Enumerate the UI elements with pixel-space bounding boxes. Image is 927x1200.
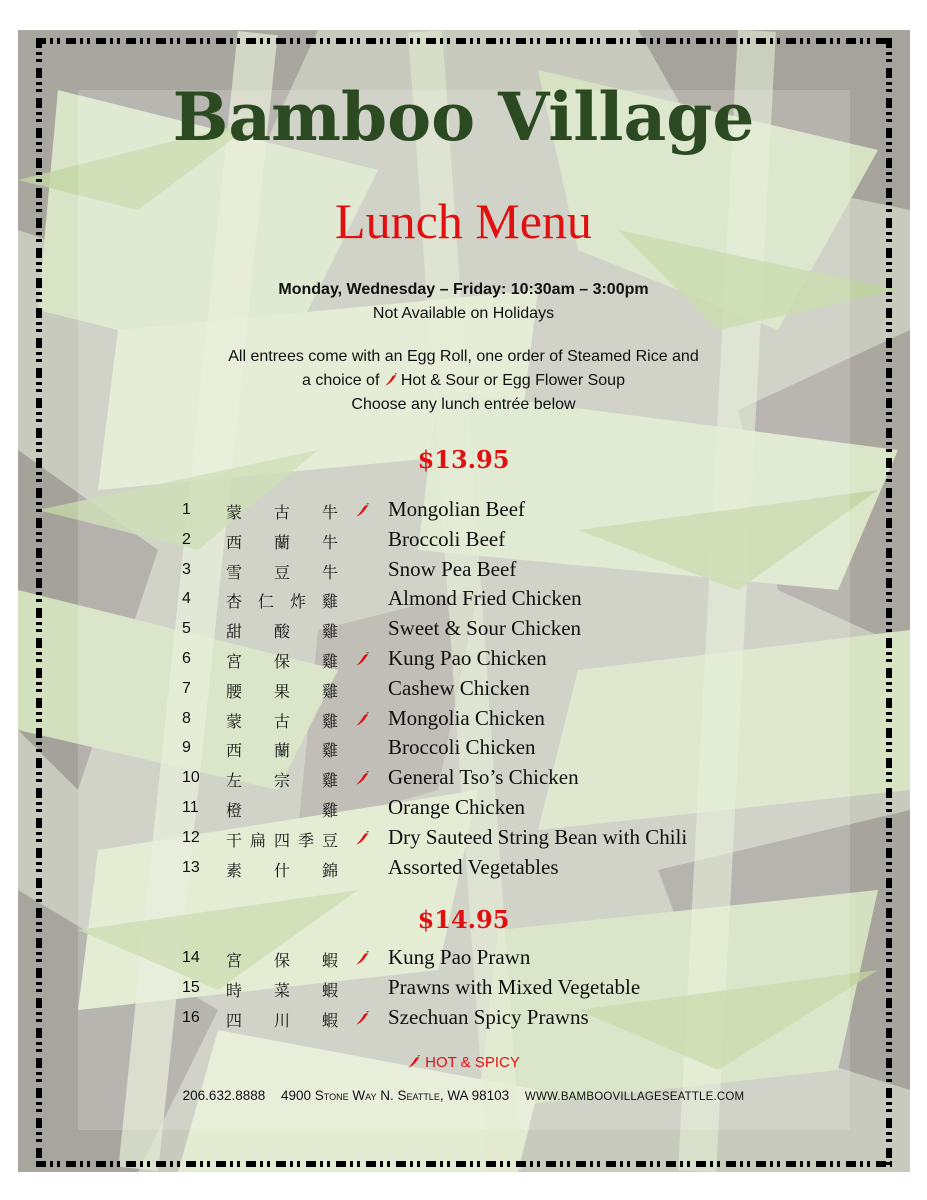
chinese-character [274, 798, 290, 821]
section-price: $13.95 [417, 445, 510, 474]
intro-line-2-prefix: a choice of [302, 372, 380, 389]
item-number: 6 [182, 649, 191, 667]
chinese-character: 雪 [226, 562, 243, 582]
item-number: 15 [182, 978, 200, 996]
chinese-character: 干 [226, 830, 243, 850]
lunch-hours: Monday, Wednesday – Friday: 10:30am – 3:00pm [278, 281, 649, 298]
item-english-name: Broccoli Chicken [388, 735, 536, 760]
item-chinese-name [226, 500, 338, 523]
chinese-character: 保 [273, 951, 290, 970]
chinese-character: 雞 [321, 711, 338, 731]
item-english-name: Snow Pea Beef [388, 556, 517, 581]
item-chinese-name [226, 768, 338, 791]
menu-item [0, 586, 927, 616]
item-english-name: Broccoli Beef [388, 526, 506, 551]
chinese-character: 豆 [273, 562, 290, 582]
chinese-character: 豆 [321, 830, 338, 850]
chili-pepper-icon [355, 951, 370, 966]
chili-pepper-icon [355, 771, 370, 786]
item-english-name: Orange Chicken [388, 794, 526, 819]
item-number: 14 [182, 949, 200, 966]
item-english-name: Mongolian Beef [388, 497, 526, 521]
item-number: 1 [182, 501, 191, 518]
item-number: 5 [182, 620, 191, 638]
item-number: 9 [182, 739, 191, 757]
holiday-note: Not Available on Holidays [372, 305, 555, 322]
hot-spicy-legend [0, 1054, 927, 1071]
chinese-character: 古 [273, 503, 290, 522]
chili-pepper-icon [355, 503, 370, 518]
item-english-name: Dry Sauteed String Bean with Chili [388, 824, 688, 849]
item-chinese-name [226, 948, 338, 971]
chinese-character: 橙 [226, 800, 243, 820]
item-chinese-name [226, 619, 338, 642]
menu-item [0, 825, 927, 855]
menu-subtitle: Lunch Menu [335, 193, 592, 249]
chinese-character: 四 [273, 830, 290, 850]
chili-pepper-icon [384, 373, 398, 387]
chinese-character: 錦 [321, 860, 338, 880]
item-number: 12 [182, 828, 200, 846]
phone-number: 206.632.8888 [182, 1088, 266, 1103]
menu-item [0, 616, 927, 646]
chinese-character: 古 [273, 711, 290, 731]
item-chinese-name [226, 560, 338, 583]
chinese-character: 雞 [321, 681, 338, 701]
chinese-character: 蒙 [226, 503, 243, 522]
item-number: 3 [182, 560, 191, 578]
chinese-character: 蝦 [321, 951, 338, 970]
item-number: 10 [182, 769, 200, 787]
chinese-character: 炸 [289, 592, 306, 612]
menu-item [0, 557, 927, 587]
chinese-character: 雞 [321, 741, 338, 761]
item-chinese-name [226, 709, 338, 732]
menu-item [0, 706, 927, 736]
intro-line-2 [0, 369, 927, 393]
chinese-character: 蝦 [321, 980, 338, 1000]
chinese-character: 時 [226, 980, 243, 1000]
chinese-character: 雞 [321, 651, 338, 671]
chinese-character: 酸 [273, 622, 290, 642]
chinese-character: 蘭 [273, 741, 290, 761]
menu-item [0, 855, 927, 885]
item-chinese-name [226, 679, 338, 702]
chinese-character: 仁 [257, 592, 274, 612]
chinese-character: 杏 [226, 592, 243, 612]
chinese-character: 雞 [321, 771, 338, 791]
menu-item [0, 1005, 927, 1035]
item-number: 8 [182, 709, 191, 727]
menu-items-section-2 [0, 945, 927, 1034]
menu-items-section-1 [0, 497, 927, 884]
chili-pepper-icon [407, 1055, 421, 1069]
menu-item [0, 945, 927, 975]
chinese-character: 菜 [273, 980, 290, 1000]
item-english-name: Assorted Vegetables [388, 854, 559, 879]
address: 4900 Stone Way N. Seattle, WA 98103 [281, 1088, 510, 1103]
item-english-name: Kung Pao Chicken [388, 645, 547, 670]
chinese-character: 牛 [321, 532, 338, 552]
item-english-name: Szechuan Spicy Prawns [388, 1004, 589, 1029]
item-chinese-name [226, 798, 338, 821]
menu-item [0, 765, 927, 795]
chinese-character: 雞 [321, 592, 338, 612]
item-chinese-name [226, 649, 338, 672]
item-chinese-name [226, 978, 338, 1001]
item-english-name: Prawns with Mixed Vegetable [388, 974, 641, 999]
legend-label: HOT & SPICY [425, 1054, 520, 1071]
chinese-character: 牛 [321, 503, 338, 522]
item-chinese-name [226, 858, 338, 881]
chinese-character: 宗 [273, 771, 290, 791]
menu-item [0, 795, 927, 825]
chili-pepper-icon [355, 652, 370, 667]
chinese-character: 西 [226, 532, 243, 552]
item-number: 7 [182, 679, 191, 697]
chili-pepper-icon [355, 1011, 370, 1026]
intro-line-2-rest: Hot & Sour or Egg Flower Soup [400, 372, 625, 389]
chinese-character: 什 [273, 860, 290, 880]
menu-item [0, 527, 927, 557]
item-english-name: Kung Pao Prawn [388, 945, 531, 969]
menu-item [0, 497, 927, 527]
menu-item [0, 975, 927, 1005]
item-number: 13 [182, 858, 200, 876]
item-number: 4 [182, 590, 191, 608]
item-english-name: Mongolia Chicken [388, 705, 545, 730]
intro-line-3: Choose any lunch entrée below [351, 396, 576, 413]
chinese-character: 腰 [226, 681, 243, 701]
item-english-name: Cashew Chicken [388, 675, 530, 700]
chinese-character: 蘭 [273, 532, 290, 552]
chinese-character: 四 [226, 1010, 243, 1030]
intro-text [0, 345, 927, 417]
item-english-name: Sweet & Sour Chicken [388, 616, 582, 641]
item-chinese-name [226, 530, 338, 553]
border-top [36, 38, 892, 44]
chinese-character: 蒙 [226, 711, 243, 731]
item-chinese-name [226, 1008, 338, 1031]
chinese-character: 川 [273, 1010, 290, 1030]
intro-line-1: All entrees come with an Egg Roll, one order of Steamed Rice and [228, 348, 699, 365]
chinese-character: 牛 [321, 562, 338, 582]
item-chinese-name [226, 738, 338, 761]
chinese-character: 甜 [226, 622, 243, 642]
chinese-character: 保 [273, 651, 290, 671]
item-chinese-name [226, 589, 338, 612]
chinese-character: 左 [226, 771, 243, 791]
item-number: 2 [182, 530, 191, 548]
chinese-character: 雞 [321, 800, 338, 820]
item-english-name: General Tso’s Chicken [388, 765, 579, 790]
contact-footer [0, 1088, 927, 1103]
menu-item [0, 646, 927, 676]
chinese-character: 果 [273, 681, 290, 701]
item-english-name: Almond Fried Chicken [388, 586, 582, 611]
section-price: $14.95 [417, 905, 510, 934]
website: WWW.BAMBOOVILLAGESEATTLE.COM [524, 1091, 745, 1103]
menu-item [0, 676, 927, 706]
item-chinese-name [226, 828, 338, 851]
item-number: 11 [182, 798, 199, 816]
item-number: 16 [182, 1008, 200, 1026]
chinese-character: 雞 [321, 622, 338, 642]
menu-item [0, 735, 927, 765]
chinese-character: 蝦 [321, 1010, 338, 1030]
chinese-character: 宮 [226, 651, 243, 671]
chinese-character: 素 [226, 860, 243, 880]
chinese-character: 扁 [249, 830, 266, 850]
border-bottom [36, 1161, 892, 1167]
chinese-character: 宮 [226, 951, 243, 970]
chinese-character: 季 [297, 830, 314, 850]
chinese-character: 西 [226, 741, 243, 761]
chili-pepper-icon [355, 712, 370, 727]
chili-pepper-icon [355, 831, 370, 846]
restaurant-title: Bamboo Village [172, 78, 755, 156]
